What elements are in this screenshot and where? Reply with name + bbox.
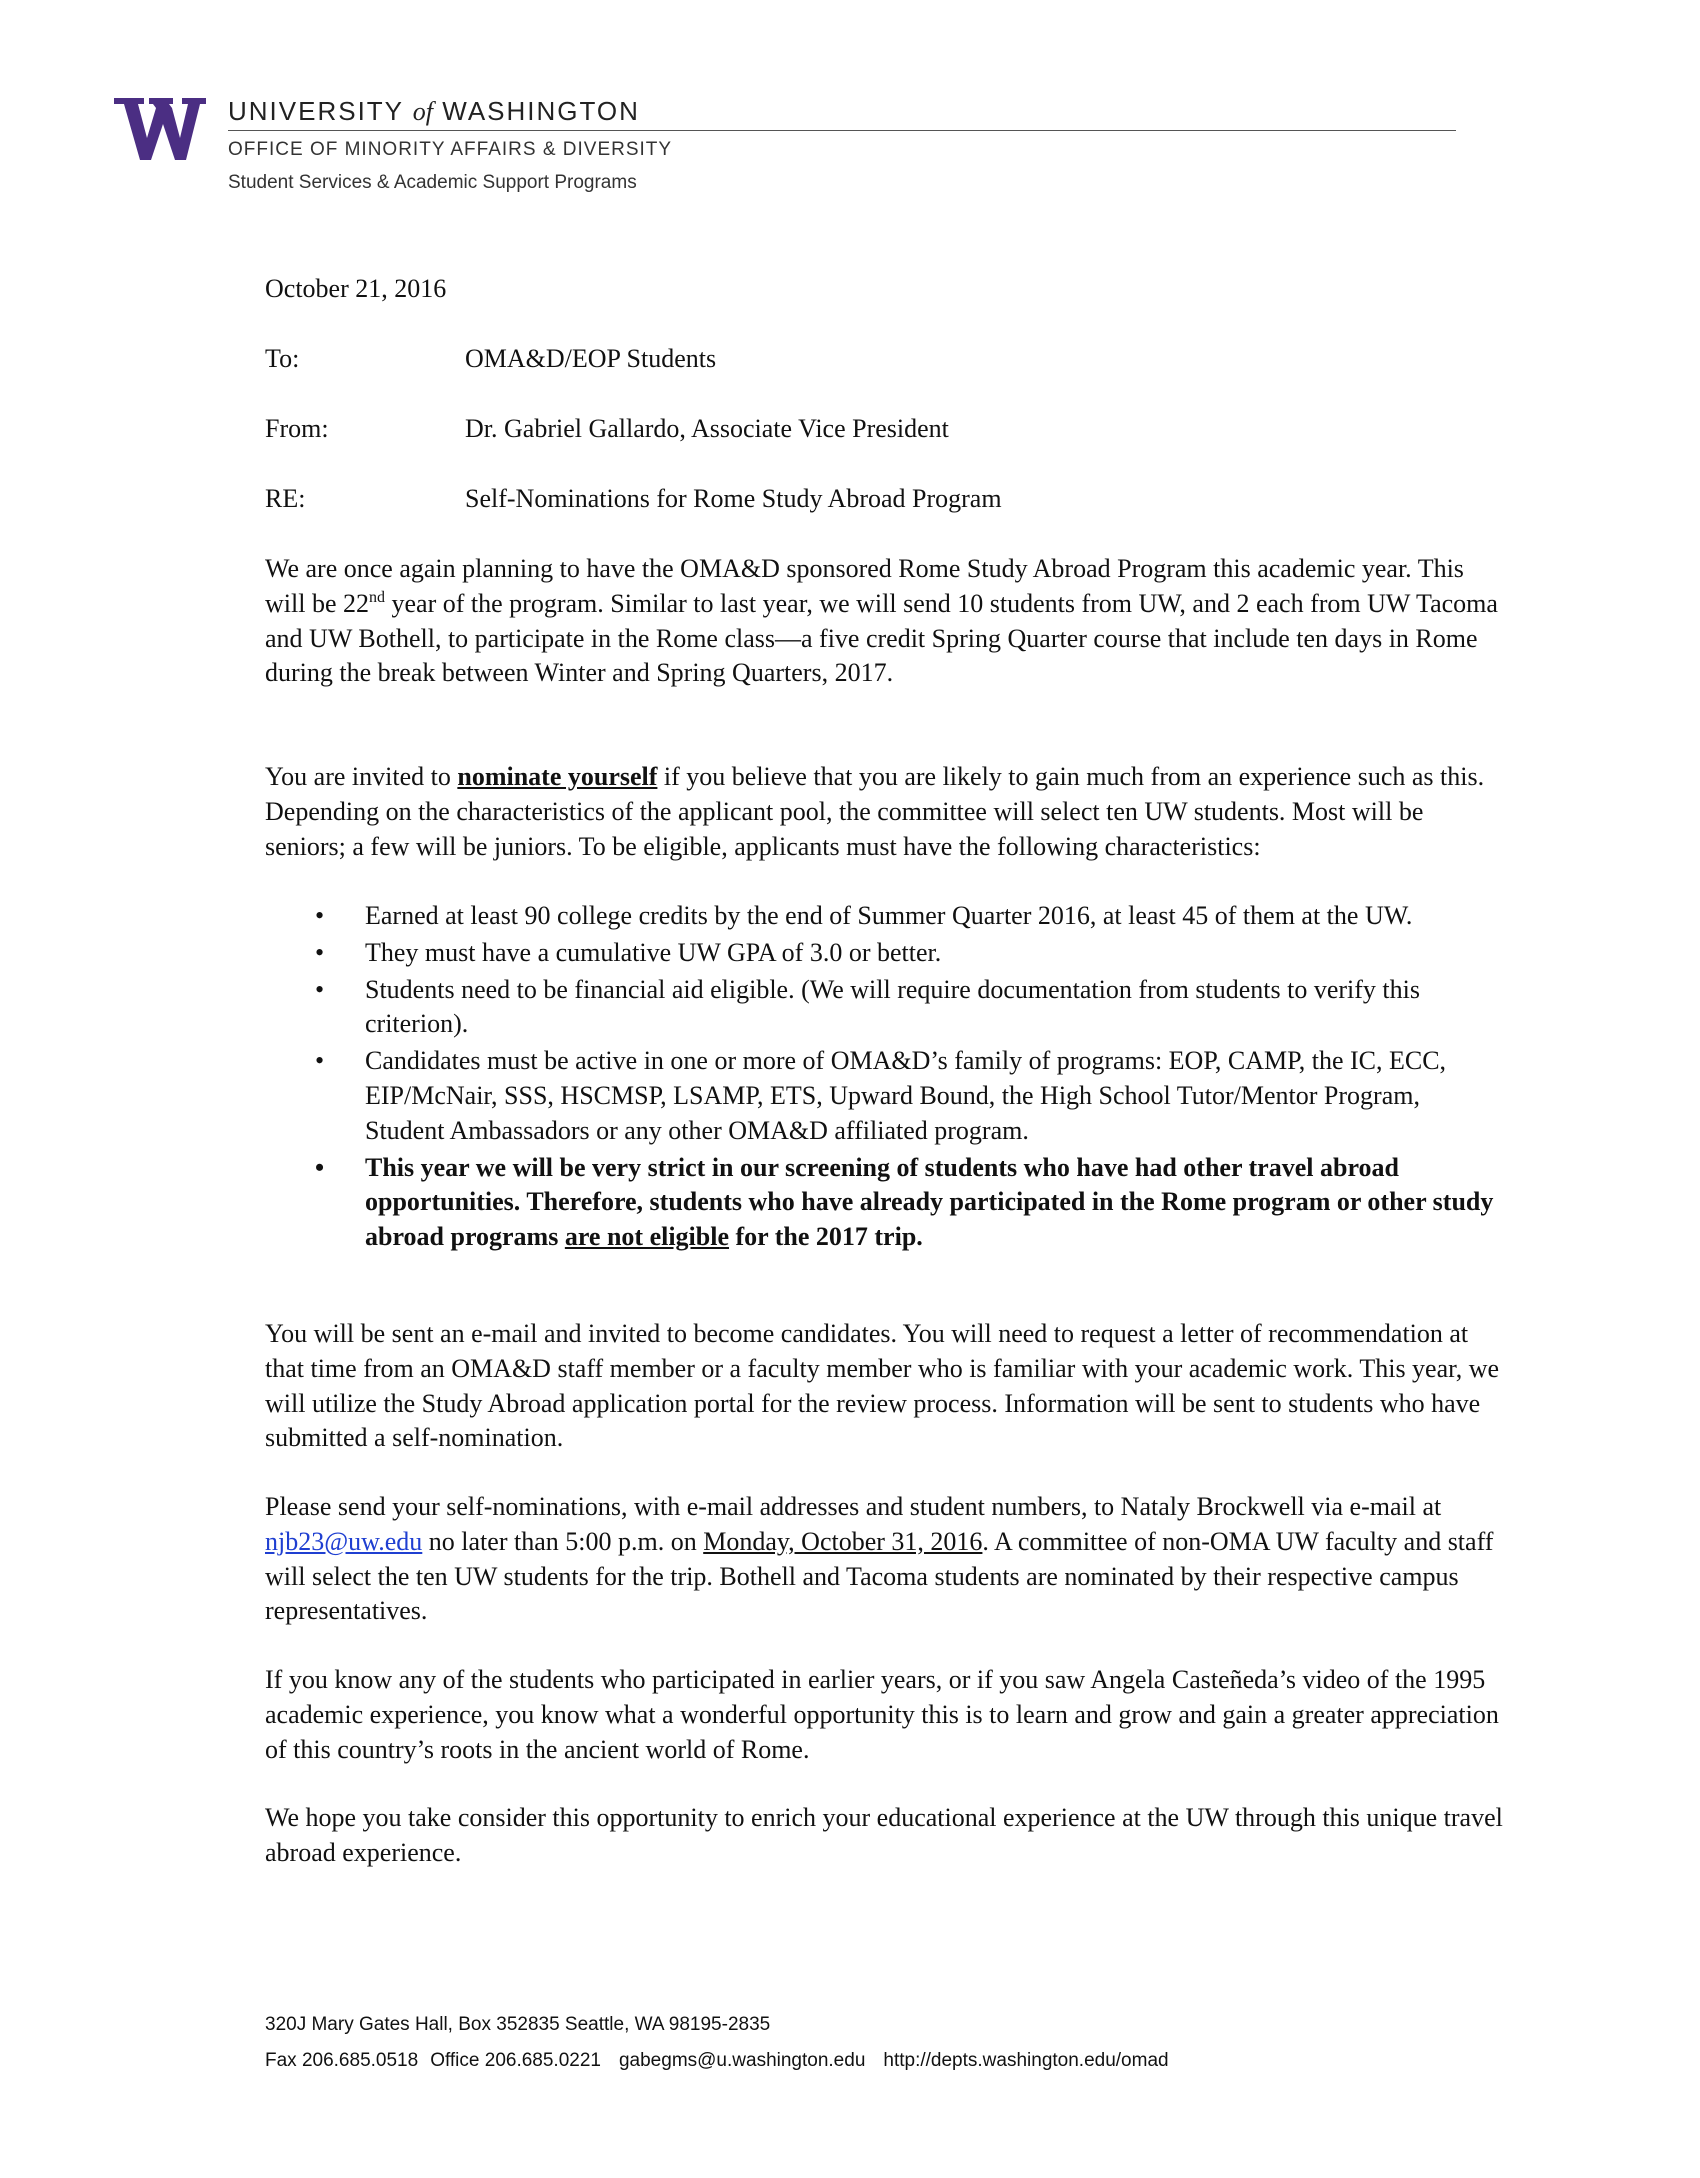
list-item: • Students need to be financial aid eligible. (We will require documentation from students to verify this criterion).: [315, 974, 1420, 1039]
footer-contacts: [265, 2050, 1169, 2072]
list-item: • Earned at least 90 college credits by the end of Summer Quarter 2016, at least 45 of them at the UW.: [315, 901, 1413, 930]
office-subtitle: Student Services & Academic Support Programs: [228, 172, 637, 193]
from-value: Dr. Gabriel Gallardo, Associate Vice President: [465, 414, 949, 443]
paragraph-invitation: You are invited to nominate yourself if you believe that you are likely to gain much from an experience such as this. Depending on the characteristics of the applicant pool, the committee will select ten UW students. Most will be seniors; a few will be juniors. To be eligible, applicants must have the following characteristics:: [265, 762, 1485, 861]
to-label: To:: [265, 344, 300, 373]
paragraph-program: We are once again planning to have the OMA&D sponsored Rome Study Abroad Program this academic year. This will be 22nd year of the program. Similar to last year, we will send 10 students from UW, and 2 each from UW Tacoma and UW Bothell, to participate in the Rome class—a five credit Spring Quarter course that include ten days in Rome during the break between Winter and Spring Quarters, 2017.: [265, 554, 1498, 688]
footer-email: gabegms@u.washington.edu: [618, 2050, 866, 2071]
date-text: October 21, 2016: [265, 274, 447, 303]
re-label: RE:: [265, 484, 306, 513]
list-item: • Candidates must be active in one or more of OMA&D’s family of programs: EOP, CAMP, the IC, ECC, EIP/McNair, SSS, HSCMSP, LSAMP, ETS, Upward Bound, the High School Tutor/Mentor Program, Student Ambassadors or any other OMA&D affiliated program.: [315, 1046, 1447, 1145]
nominate-yourself-emphasis: nominate yourself: [457, 762, 658, 791]
footer-office-phone: Office 206.685.0221: [430, 2050, 601, 2071]
list-item: • They must have a cumulative UW GPA of 3.0 or better.: [315, 937, 942, 967]
not-eligible-emphasis: are not eligible: [564, 1222, 730, 1252]
email-link[interactable]: njb23@uw.edu: [265, 1526, 423, 1556]
list-item-strict-screening: • This year we will be very strict in our screening of students who have had other travel abroad opportunities. Therefore, students who have already participated in the Rome program or other study abroad programs are not eligible for the 2017 trip.: [315, 1152, 1494, 1252]
from-label: From:: [265, 414, 329, 443]
paragraph-closing: We hope you take consider this opportunity to enrich your educational experience at the UW through this unique travel abroad experience.: [265, 1803, 1503, 1867]
eligibility-criteria-list: [265, 899, 1505, 1257]
letterhead: [114, 94, 1456, 204]
footer-url: http://depts.washington.edu/omad: [883, 2050, 1169, 2071]
to-value: OMA&D/EOP Students: [465, 344, 717, 373]
footer-address: 320J Mary Gates Hall, Box 352835 Seattle, WA 98195-2835: [265, 2014, 771, 2035]
office-name: OFFICE OF MINORITY AFFAIRS & DIVERSITY: [228, 139, 673, 160]
footer-fax: Fax 206.685.0518: [265, 2050, 419, 2071]
deadline-date: Monday, October 31, 2016: [703, 1526, 983, 1556]
university-name: UNIVERSITY of WASHINGTON: [228, 96, 640, 126]
paragraph-past-students: If you know any of the students who participated in earlier years, or if you saw Angela Casteñeda’s video of the 1995 academic experience, you know what a wonderful opportunity this is to learn and grow and gain a greater appreciation of this country’s roots in the ancient world of Rome.: [265, 1665, 1499, 1764]
paragraph-submission: Please send your self-nominations, with e-mail addresses and student numbers, to Nataly Brockwell via e-mail at njb23@uw.edu no later than 5:00 p.m. on Monday, October 31, 2016. A committee of non-OMA UW faculty and staff will select the ten UW students for the trip. Bothell and Tacoma students are nominated by their respective campus representatives.: [265, 1492, 1494, 1626]
uw-w-logo: [114, 98, 206, 160]
paragraph-candidates: You will be sent an e-mail and invited to become candidates. You will need to request a letter of recommendation at that time from an OMA&D staff member or a faculty member who is familiar with your academic work. This year, we will utilize the Study Abroad application portal for the review process. Information will be sent to students who have submitted a self-nomination.: [265, 1319, 1500, 1453]
letterhead-rule: [228, 130, 1456, 131]
re-value: Self-Nominations for Rome Study Abroad Program: [465, 484, 1002, 513]
